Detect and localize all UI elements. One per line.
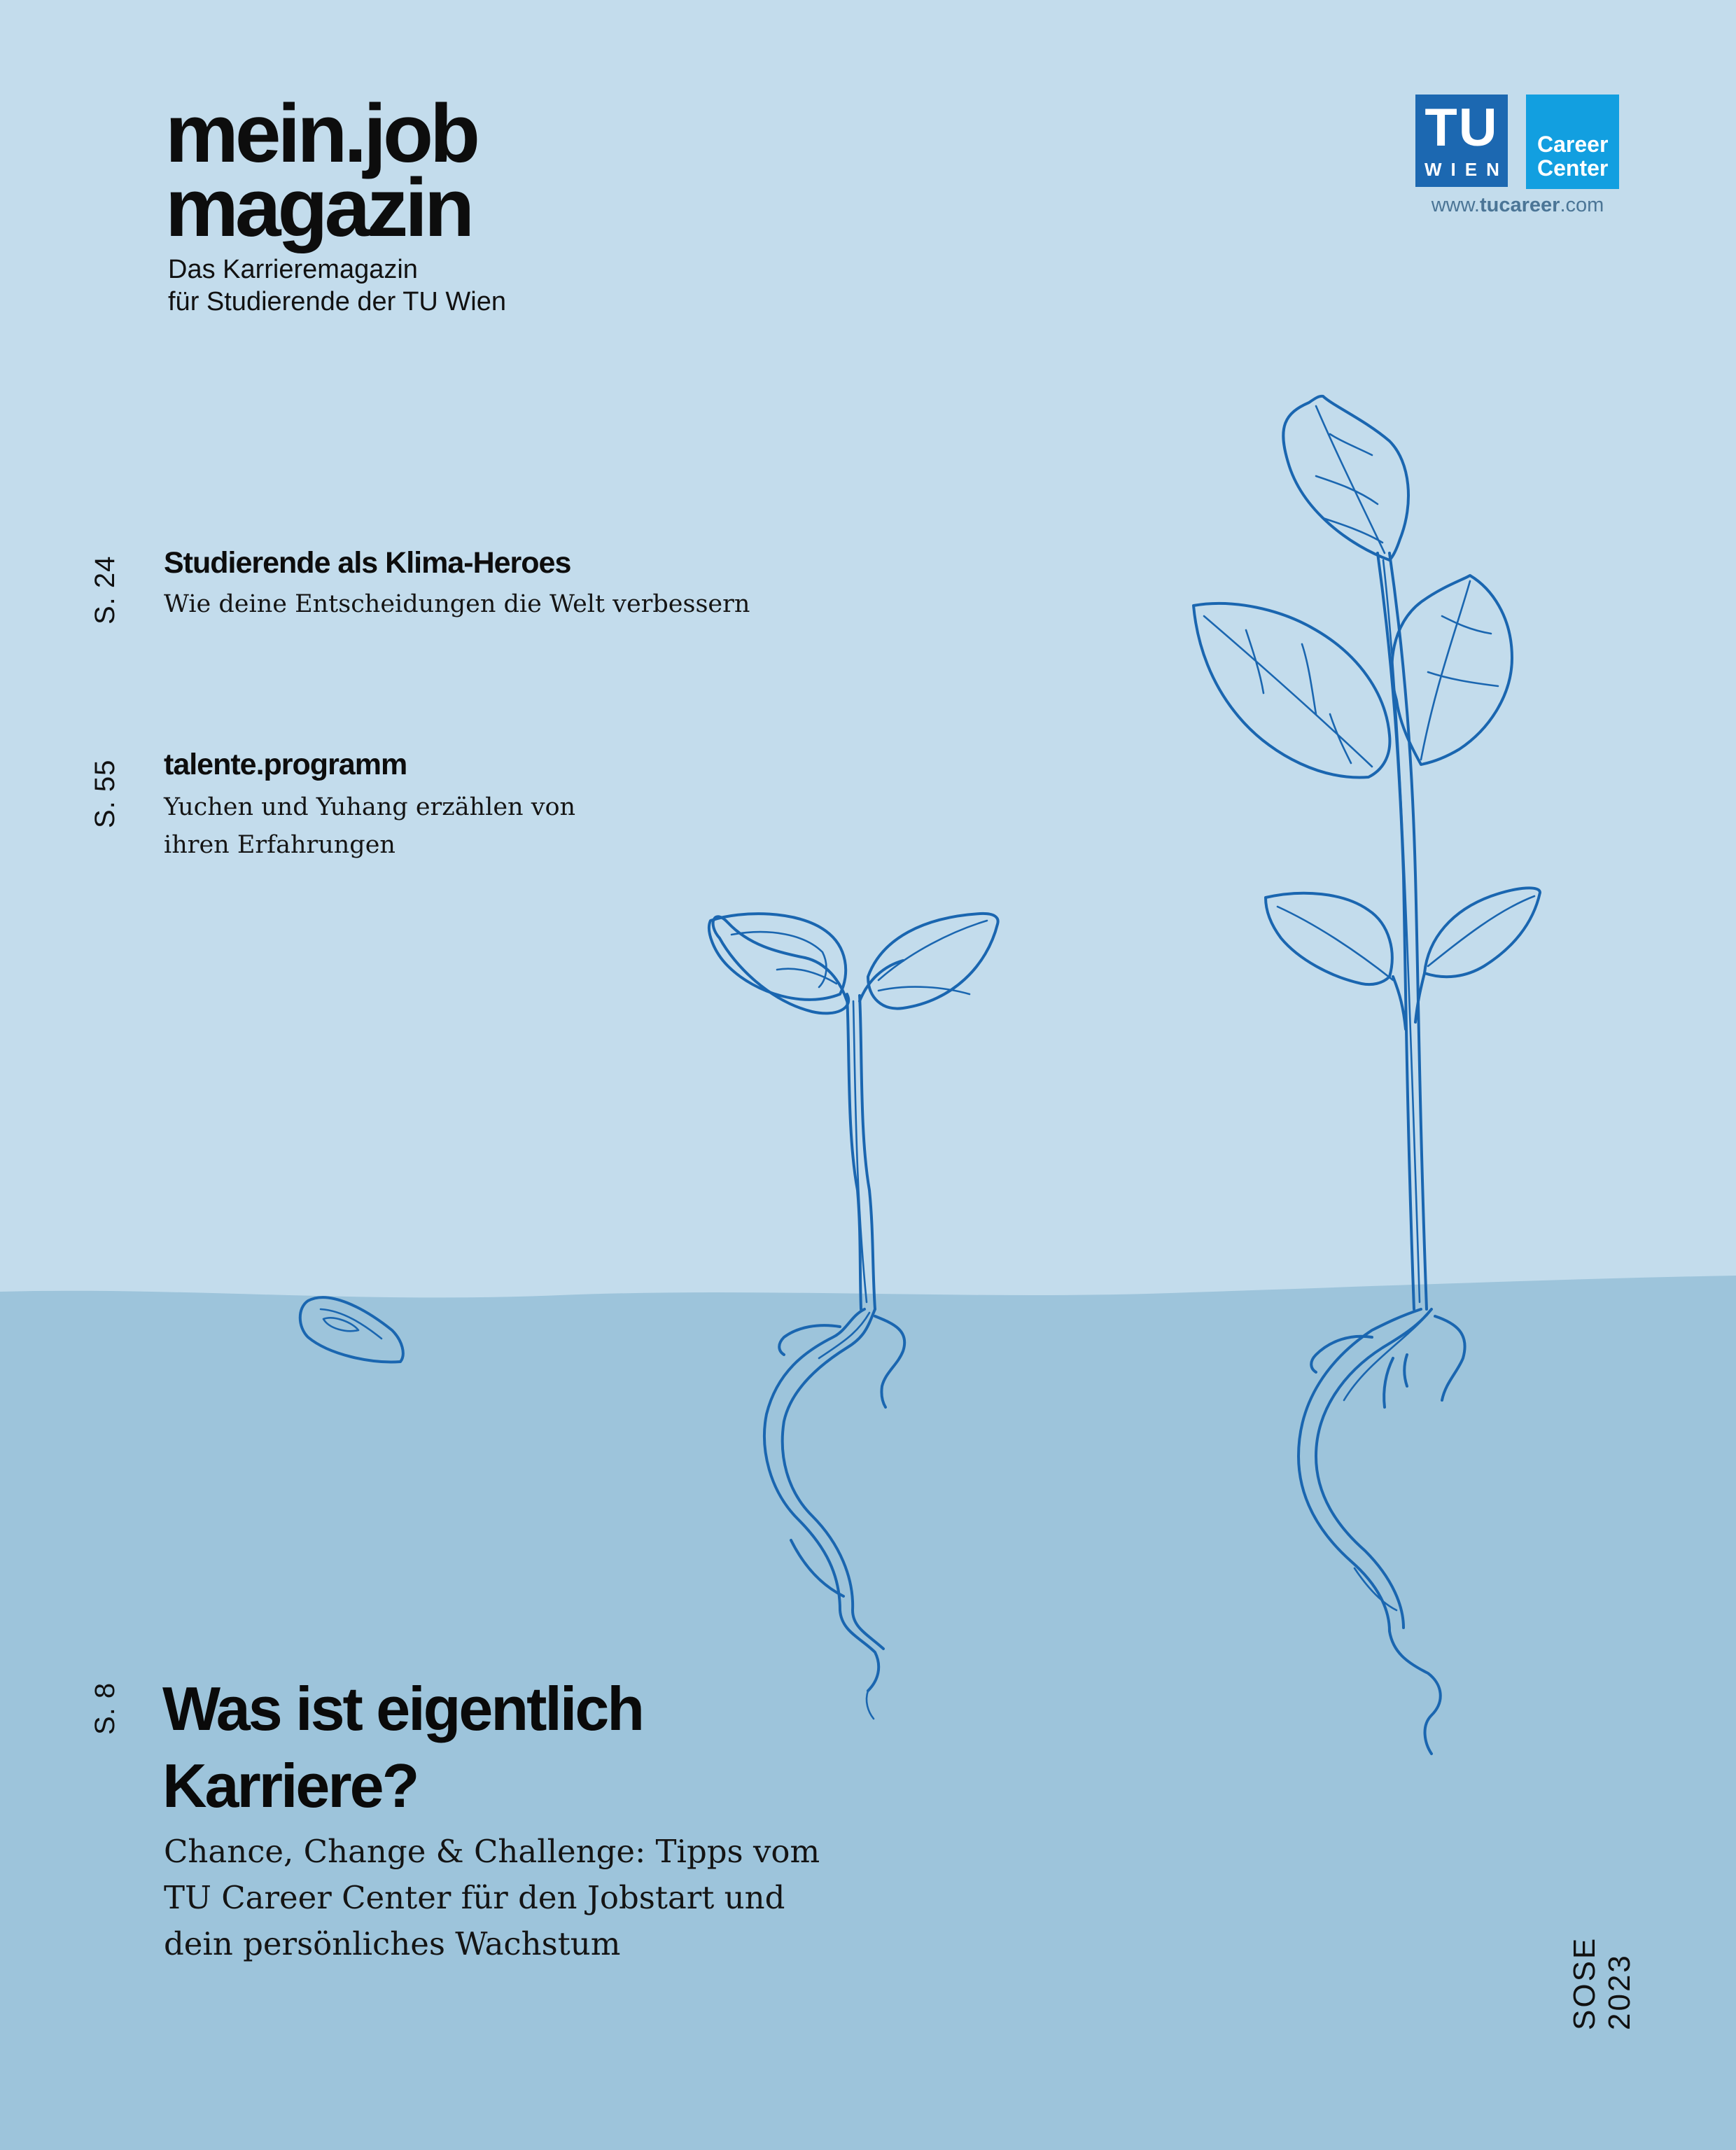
website-prefix: www.: [1431, 194, 1480, 216]
main-story-page-ref: S. 8: [90, 1682, 120, 1735]
teaser-text: Wie deine Entscheidungen die Welt verbessern: [164, 590, 750, 618]
teaser-page-ref: S. 24: [90, 555, 120, 624]
tu-logo-city: WIEN: [1424, 159, 1508, 180]
website-link[interactable]: [1415, 194, 1620, 217]
magazine-subtitle: Das Karrieremagazin für Studierende der TU Wien: [168, 255, 506, 316]
main-story-text: Chance, Change & Challenge: Tipps vom TU Career Center für den Jobstart und dein persönliches Wachstum: [164, 1833, 820, 1962]
tu-logo-letters: TU: [1424, 98, 1499, 158]
tu-wien-logo[interactable]: [1415, 95, 1508, 187]
teaser-title[interactable]: Studierende als Klima-Heroes: [164, 546, 571, 580]
career-center-logo[interactable]: [1526, 95, 1619, 189]
edition-label: SOSE 2023: [1567, 1936, 1637, 2030]
career-center-logo-text: Career Center: [1537, 132, 1609, 181]
main-story-title[interactable]: Was ist eigentlich Karriere?: [162, 1674, 643, 1820]
teaser-text: Yuchen und Yuhang erzählen von ihren Erfahrungen: [164, 793, 576, 859]
teaser-title[interactable]: talente.programm: [164, 748, 407, 781]
teaser-page-ref: S. 55: [90, 759, 120, 828]
website-domain: tucareer: [1479, 194, 1560, 216]
website-suffix: .com: [1560, 194, 1604, 216]
magazine-title: mein.job magazin: [165, 88, 477, 254]
